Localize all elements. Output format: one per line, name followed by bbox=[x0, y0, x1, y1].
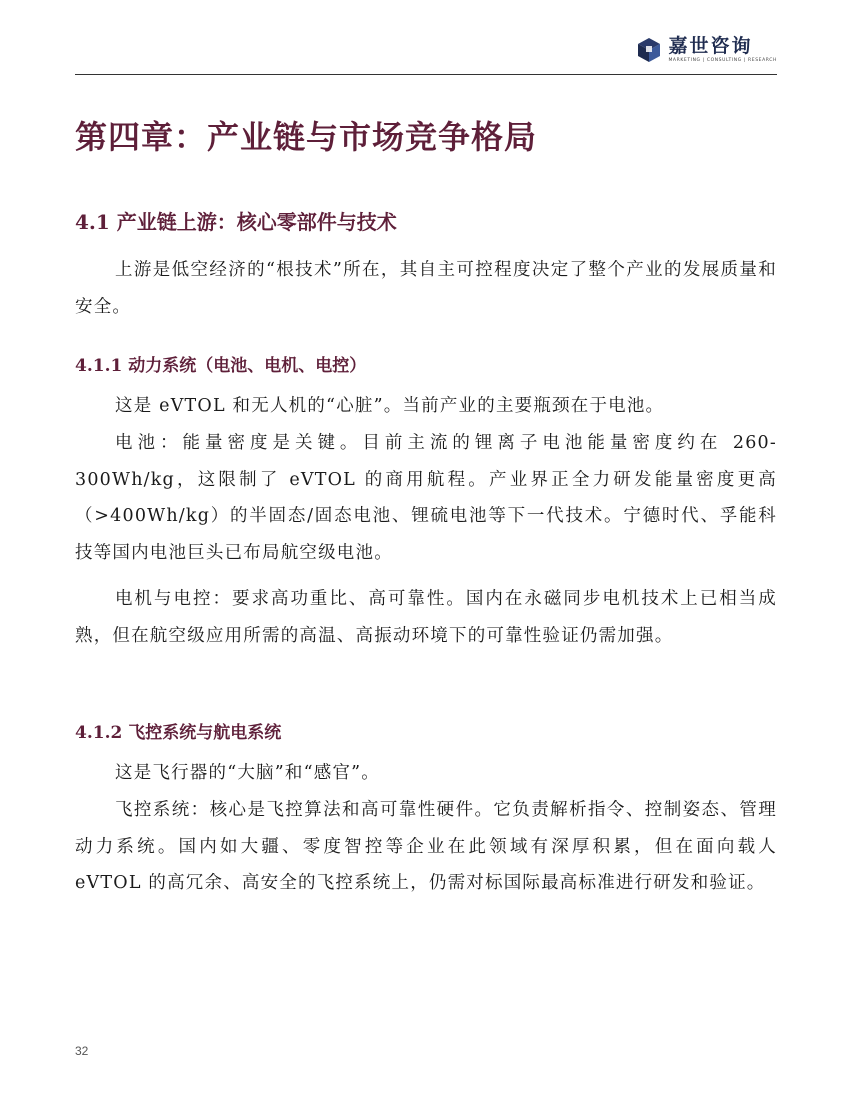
paragraph-motor-control: 电机与电控：要求高功重比、高可靠性。国内在永磁同步电机技术上已相当成熟，但在航空级应用所需的高温、高振动环境下的可靠性验证仍需加强。 bbox=[75, 589, 777, 646]
paragraph-4-1-2-intro: 这是飞行器的“大脑”和“感官”。 bbox=[115, 763, 380, 783]
paragraph-flight-control: 飞控系统：核心是飞控算法和高可靠性硬件。它负责解析指令、控制姿态、管理动力系统。国内如大疆、零度智控等企业在此领域有深厚积累，但在面向载人 eVTOL 的高冗余、高安全的飞控系统上，仍需对标国际最高标准进行研发和验证。 bbox=[75, 800, 777, 893]
paragraph-battery: 电池：能量密度是关键。目前主流的锂离子电池能量密度约在 260-300Wh/kg，这限制了 eVTOL 的商用航程。产业界正全力研发能量密度更高（>400Wh/kg）的半固态/固态电池、锂硫电池等下一代技术。宁德时代、孚能科技等国内电池巨头已布局航空级电池。 bbox=[75, 433, 777, 563]
paragraph-4-1-intro: 上游是低空经济的“根技术”所在，其自主可控程度决定了整个产业的发展质量和安全。 bbox=[75, 260, 777, 317]
brand-tagline: MARKETING | CONSULTING | RESEARCH bbox=[668, 58, 777, 63]
paragraph-4-1-1-intro: 这是 eVTOL 和无人机的“心脏”。当前产业的主要瓶颈在于电池。 bbox=[115, 396, 665, 416]
cube-logo-icon bbox=[636, 37, 662, 63]
section-heading-4-1-2: 4.1.2 飞控系统与航电系统 bbox=[75, 723, 282, 743]
page-number: 32 bbox=[75, 1044, 89, 1058]
section-heading-4-1: 4.1 产业链上游：核心零部件与技术 bbox=[75, 210, 397, 234]
brand-logo bbox=[636, 35, 777, 69]
chapter-title: 第四章：产业链与市场竞争格局 bbox=[75, 118, 538, 156]
page-header bbox=[75, 30, 777, 76]
section-heading-4-1-1: 4.1.1 动力系统（电池、电机、电控） bbox=[75, 356, 367, 376]
header-divider bbox=[75, 74, 777, 75]
brand-name: 嘉世咨询 bbox=[668, 35, 753, 57]
